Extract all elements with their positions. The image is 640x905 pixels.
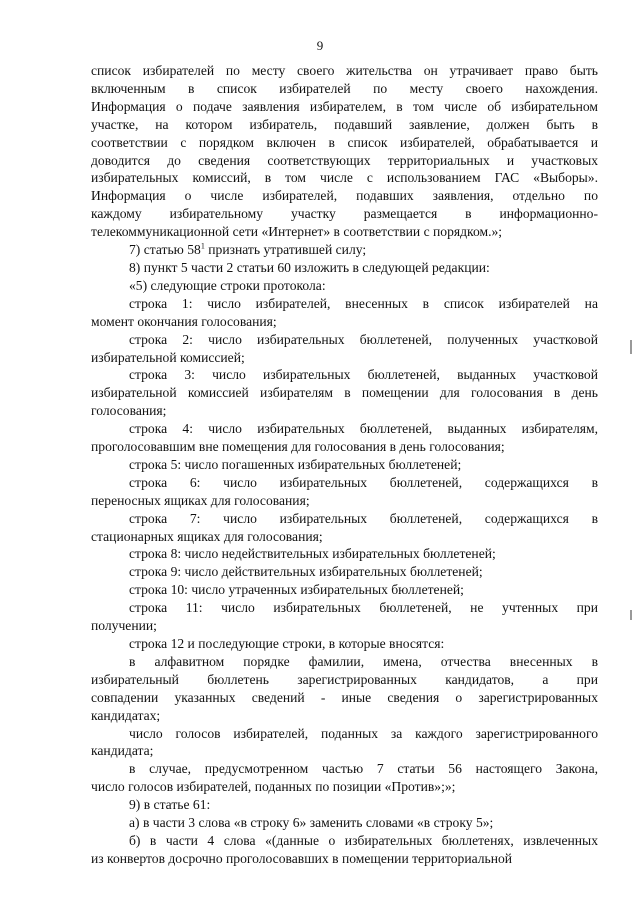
text-line: стационарных ящиках для голосования;	[91, 528, 323, 544]
text-line: строка 8: число недействительных избирательных бюллетеней;	[129, 546, 496, 562]
text-line: момент окончания голосования;	[91, 313, 277, 329]
paragraph	[91, 545, 598, 563]
text-line: список избирателей по месту своего жительства он утрачивает право быть	[91, 63, 598, 78]
text-line: 7) статью $58^1$ признать утратившей силу;	[129, 241, 367, 258]
text-line: 8) пункт 5 части 2 статьи 60 изложить в следующей редакции:	[129, 259, 490, 275]
paragraph	[91, 474, 598, 510]
text-line: строка 2: число избирательных бюллетеней, полученных участковой	[129, 331, 598, 347]
paragraph	[91, 796, 598, 814]
text-line: избирательных комиссий, в том числе с использованием ГАС «Выборы».	[91, 170, 598, 186]
text-line: кандидатах;	[91, 707, 161, 723]
text-line: соответствии с порядком включен в список избирателей, обрабатывается и	[91, 134, 598, 150]
text-line: переносных ящиках для голосования;	[91, 492, 310, 508]
text-line: строка 11: число избирательных бюллетеней, не учтенных при	[129, 600, 598, 616]
text-line: получении;	[91, 618, 157, 634]
text-line: голосования;	[91, 403, 167, 419]
text-line: избирательный бюллетень зарегистрированных кандидатов, а при	[91, 671, 598, 687]
paragraph	[91, 635, 598, 653]
text-line: Информация о числе избирателей, подавших заявления, отдельно по	[91, 188, 598, 204]
text-line: совпадении указанных сведений - иные сведения о зарегистрированных	[91, 689, 598, 705]
paragraph	[91, 653, 598, 725]
paragraph	[91, 510, 598, 546]
text-line: строка 5: число погашенных избирательных бюллетеней;	[129, 456, 462, 472]
text-line: избирательной комиссией избирателям в помещении для голосования в день	[91, 385, 598, 401]
text-line: из конвертов досрочно проголосовавших в помещении территориальной	[91, 850, 513, 866]
document-body	[91, 62, 598, 868]
text-line: включенным в список избирателей по месту своего нахождения.	[91, 80, 598, 96]
text-line: в алфавитном порядке фамилии, имена, отчества внесенных в	[129, 653, 598, 669]
paragraph	[91, 581, 598, 599]
page-number: 9	[316, 38, 324, 53]
text-line: телекоммуникационной сети «Интернет» в соответствии с порядком.»;	[91, 224, 503, 240]
text-line: строка 6: число избирательных бюллетеней, содержащихся в	[129, 474, 598, 490]
text-line: строка 9: число действительных избирательных бюллетеней;	[129, 564, 483, 580]
text-line: доводится до сведения соответствующих территориальных и участковых	[91, 152, 598, 168]
paragraph	[91, 420, 598, 456]
text-line: строка 7: число избирательных бюллетеней, содержащихся в	[129, 510, 598, 526]
paragraph	[91, 62, 598, 241]
text-line: проголосовавшим вне помещения для голосования в день голосования;	[91, 439, 505, 455]
text-line: строка 3: число избирательных бюллетеней, выданных участковой	[129, 367, 598, 383]
text-line: б) в части 4 слова «(данные о избирательных бюллетенях, извлеченных	[129, 832, 598, 848]
text-line: Информация о подаче заявления избирателем, в том числе об избирательном	[91, 98, 598, 114]
paragraph	[91, 599, 598, 635]
text-line: строка 10: число утраченных избирательных бюллетеней;	[129, 582, 464, 598]
text-line: строка 4: число избирательных бюллетеней, выданных избирателям,	[129, 421, 598, 437]
text-line: кандидата;	[91, 743, 154, 759]
text-line: число голосов избирателей, поданных по позиции «Против»;»;	[91, 779, 456, 795]
scan-edge-mark	[630, 340, 632, 354]
paragraph	[91, 456, 598, 474]
paragraph	[91, 241, 598, 259]
text-line: а) в части 3 слова «в строку 6» заменить словами «в строку 5»;	[129, 815, 494, 831]
paragraph	[91, 277, 598, 295]
paragraph	[91, 725, 598, 761]
scan-edge-mark	[630, 610, 632, 620]
paragraph	[91, 259, 598, 277]
text-line: участке, на котором избиратель, подавший заявление, должен быть в	[91, 116, 598, 132]
text-line: каждому избирательному участку размещается в информационно-	[91, 206, 598, 222]
text-line: строка 1: число избирателей, внесенных в список избирателей на	[129, 295, 598, 311]
paragraph	[91, 814, 598, 832]
text-line: избирательной комиссией;	[91, 349, 245, 365]
text-line: число голосов избирателей, поданных за каждого зарегистрированного	[129, 725, 598, 741]
paragraph	[91, 366, 598, 420]
text-line: строка 12 и последующие строки, в которые вносятся:	[129, 636, 445, 651]
text-line: 9) в статье 61:	[129, 797, 211, 813]
paragraph	[91, 563, 598, 581]
paragraph	[91, 331, 598, 367]
paragraph	[91, 295, 598, 331]
text-line: «5) следующие строки протокола:	[129, 277, 326, 293]
paragraph	[91, 760, 598, 796]
text-line: в случае, предусмотренном частью 7 статьи 56 настоящего Закона,	[129, 761, 598, 777]
paragraph	[91, 832, 598, 868]
